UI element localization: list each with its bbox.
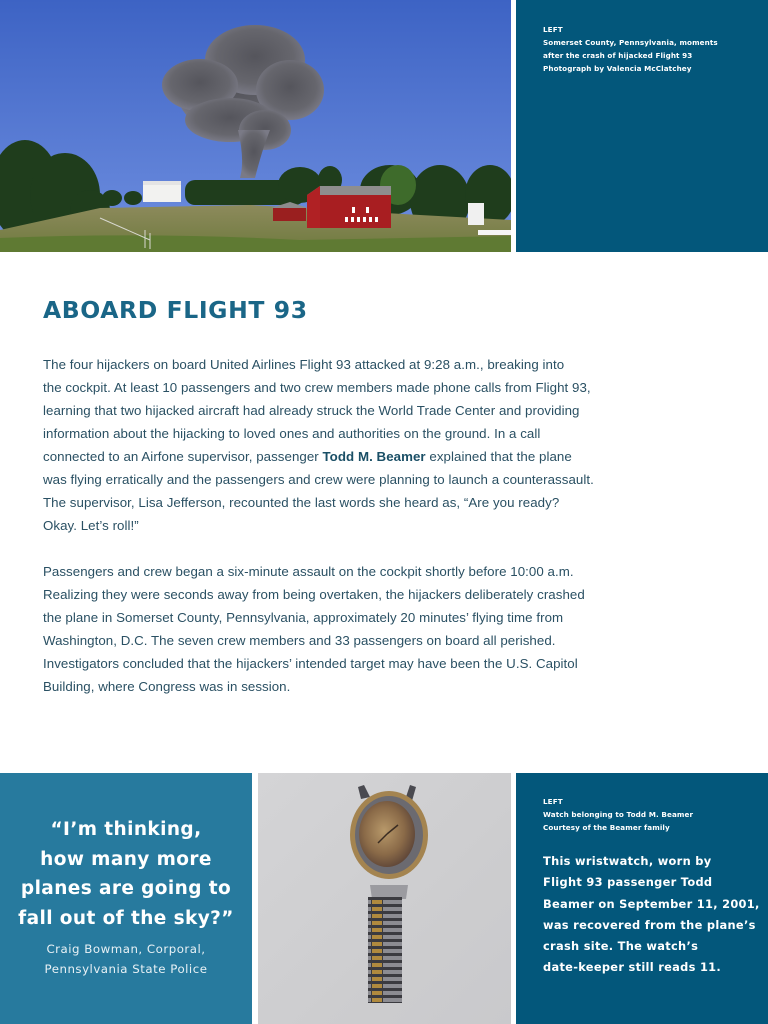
quote-line: how many more (40, 848, 212, 870)
text-line: Building, where Congress was in session. (43, 679, 291, 694)
watch-description (543, 851, 760, 979)
attribution-line: Pennsylvania State Police (44, 962, 208, 976)
quote-line: fall out of the sky?” (18, 907, 234, 929)
caption-line: Watch belonging to Todd M. Beamer (543, 810, 694, 819)
body-paragraph-2 (43, 560, 733, 698)
text-line (43, 445, 733, 468)
watch-caption-panel (516, 773, 768, 1024)
text-line: learning that two hijacked aircraft had already struck the World Trade Center and providing (43, 403, 580, 418)
text-line: The four hijackers on board United Airlines Flight 93 attacked at 9:28 a.m., breaking into (43, 357, 565, 372)
wristwatch-illustration (258, 773, 511, 1024)
photo-caption (543, 23, 718, 75)
quote-panel (0, 773, 252, 1024)
watch-caption (543, 795, 693, 834)
highlighted-name: Todd M. Beamer (322, 449, 426, 464)
quote-line: planes are going to (20, 878, 232, 899)
quote-line: “I’m thinking, (50, 819, 202, 840)
text-line: was flying erratically and the passengers and crew were planning to launch a counterassault. (43, 472, 594, 487)
caption-line: after the crash of hijacked Flight 93 (543, 51, 693, 60)
description-line: was recovered from the plane’s (543, 917, 756, 932)
text-line: Investigators concluded that the hijackers’ intended target may have been the U.S. Capitol (43, 656, 578, 671)
crash-site-photo (0, 0, 511, 252)
text-line: Realizing they were seconds away from being overtaken, the hijackers deliberately crashed (43, 587, 585, 602)
quote-attribution (0, 939, 252, 979)
caption-position-label: LEFT (543, 797, 563, 806)
watch-bracelet (368, 897, 402, 1003)
text-segment: connected to an Airfone supervisor, passenger (43, 449, 323, 464)
description-line: date-keeper still reads 11. (543, 960, 722, 975)
description-line: crash site. The watch’s (543, 939, 699, 954)
crash-site-photo-illustration (0, 0, 511, 252)
text-line: the plane in Somerset County, Pennsylvania, approximately 20 minutes’ flying time from (43, 610, 564, 625)
text-segment: explained that the plane (425, 449, 572, 464)
description-line: This wristwatch, worn by (543, 854, 712, 868)
photo-caption-panel (516, 0, 768, 252)
text-line: Washington, D.C. The seven crew members and 33 passengers on board all perished. (43, 633, 556, 648)
description-line: Beamer on September 11, 2001, (543, 896, 760, 911)
text-line: Okay. Let’s roll!” (43, 518, 139, 533)
caption-credit: Courtesy of the Beamer family (543, 823, 670, 832)
attribution-line: Craig Bowman, Corporal, (46, 942, 206, 956)
caption-line: Somerset County, Pennsylvania, moments (543, 38, 718, 47)
pull-quote (0, 815, 252, 933)
description-line: Flight 93 passenger Todd (543, 875, 713, 890)
caption-credit: Photograph by Valencia McClatchey (543, 64, 692, 73)
page-title: ABOARD FLIGHT 93 (43, 296, 308, 324)
caption-position-label: LEFT (543, 25, 563, 34)
text-line: The supervisor, Lisa Jefferson, recounted the last words she heard as, “Are you ready? (43, 495, 560, 510)
body-paragraph-1 (43, 353, 733, 537)
text-line: information about the hijacking to loved ones and authorities on the ground. In a call (43, 426, 541, 441)
watch-photo (258, 773, 511, 1024)
text-line: the cockpit. At least 10 passengers and two crew members made phone calls from Flight 93, (43, 380, 591, 395)
text-line: Passengers and crew began a six-minute assault on the cockpit shortly before 10:00 a.m. (43, 564, 574, 579)
